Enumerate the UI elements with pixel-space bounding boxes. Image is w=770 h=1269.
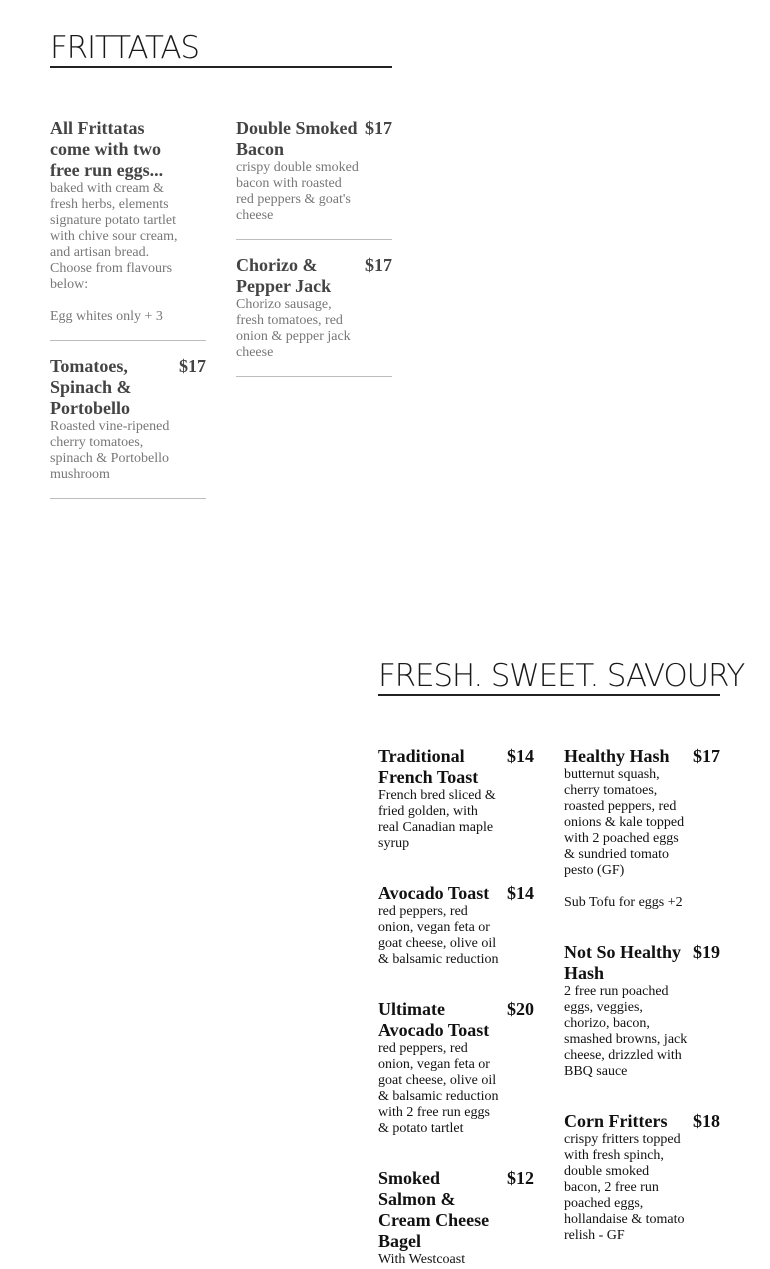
frittatas-intro-extra: Egg whites only + 3 xyxy=(50,309,163,324)
divider xyxy=(236,239,392,240)
menu-item-price: $17 xyxy=(179,356,206,376)
menu-item-name: Ultimate Avocado Toast xyxy=(378,999,490,1040)
menu-item-price: $17 xyxy=(365,255,392,275)
menu-item-price: $12 xyxy=(507,1168,534,1188)
menu-item-healthy-hash xyxy=(564,746,720,916)
menu-item-name: Traditional French Toast xyxy=(378,746,479,787)
menu-item-double-smoked-bacon xyxy=(236,118,392,241)
menu-item-description: red peppers, red onion, vegan feta or goat cheese, olive oil & balsamic reduction xyxy=(378,904,499,967)
divider xyxy=(50,340,206,341)
menu-item-name: Double Smoked Bacon xyxy=(236,118,358,159)
menu-item-price: $14 xyxy=(507,883,534,903)
menu-item-price: $17 xyxy=(693,746,720,766)
menu-item-price: $14 xyxy=(507,746,534,766)
menu-item-description: crispy fritters topped with fresh spinch, double smoked bacon, 2 free run poached eggs, hollandaise & tomato relish - GF xyxy=(564,1132,685,1243)
menu-item-description: butternut squash, cherry tomatoes, roasted peppers, red onions & kale topped with 2 poached eggs & sundried tomato pesto (GF) xyxy=(564,767,685,878)
menu-item-tomatoes-spinach-portobello xyxy=(50,356,206,500)
menu-item-name: Not So Healthy Hash xyxy=(564,942,681,983)
frittatas-intro-description: baked with cream & fresh herbs, elements signature potato tartlet with chive sour cream, and artisan bread. Choose from flavours below: xyxy=(50,181,178,292)
menu-item-corn-fritters xyxy=(564,1111,720,1251)
menu-item-price: $17 xyxy=(365,118,392,138)
menu-item-smoked-salmon-bagel xyxy=(378,1168,534,1268)
divider xyxy=(50,498,206,499)
menu-item-ultimate-avocado-toast xyxy=(378,999,534,1139)
menu-item-name: Smoked Salmon & Cream Cheese Bagel xyxy=(378,1168,490,1251)
menu-item-description: red peppers, red onion, vegan feta or goat cheese, olive oil & balsamic reduction with 2 free run eggs & potato tartlet xyxy=(378,1041,499,1136)
menu-item-description: 2 free run poached eggs, veggies, chorizo, bacon, smashed browns, jack cheese, drizzled with BBQ sauce xyxy=(564,984,688,1079)
menu-item-traditional-french-toast xyxy=(378,746,534,856)
menu-item-description: With Westcoast xyxy=(378,1252,466,1267)
divider xyxy=(236,376,392,377)
menu-item-name: Avocado Toast xyxy=(378,883,490,903)
frittatas-section-title: FRITTATAS xyxy=(50,30,199,66)
menu-item-price: $19 xyxy=(693,942,720,962)
menu-item-description: French bred sliced & fried golden, with real Canadian maple syrup xyxy=(378,788,496,851)
menu-item-description: Roasted vine-ripened cherry tomatoes, spinach & Portobello mushroom xyxy=(50,419,170,482)
menu-item-name: Chorizo & Pepper Jack xyxy=(236,255,332,296)
frittatas-title-rule xyxy=(50,66,392,68)
frittatas-intro xyxy=(50,118,206,342)
menu-item-chorizo-pepper-jack xyxy=(236,255,392,378)
menu-item-price: $20 xyxy=(507,999,534,1019)
menu-item-name: Healthy Hash xyxy=(564,746,670,766)
fresh-section-title: FRESH. SWEET. SAVOURY xyxy=(378,658,745,694)
menu-item-name: Corn Fritters xyxy=(564,1111,668,1131)
menu-item-extra: Sub Tofu for eggs +2 xyxy=(564,895,683,910)
menu-item-avocado-toast xyxy=(378,883,534,973)
menu-item-name: Tomatoes, Spinach & Portobello xyxy=(50,356,132,418)
frittatas-intro-name: All Frittatas come with two free run eggs... xyxy=(50,118,164,180)
fresh-title-rule xyxy=(378,694,720,696)
menu-item-description: crispy double smoked bacon with roasted red peppers & goat's cheese xyxy=(236,160,359,223)
menu-item-not-so-healthy-hash xyxy=(564,942,720,1082)
menu-item-price: $18 xyxy=(693,1111,720,1131)
menu-item-description: Chorizo sausage, fresh tomatoes, red onion & pepper jack cheese xyxy=(236,297,351,360)
